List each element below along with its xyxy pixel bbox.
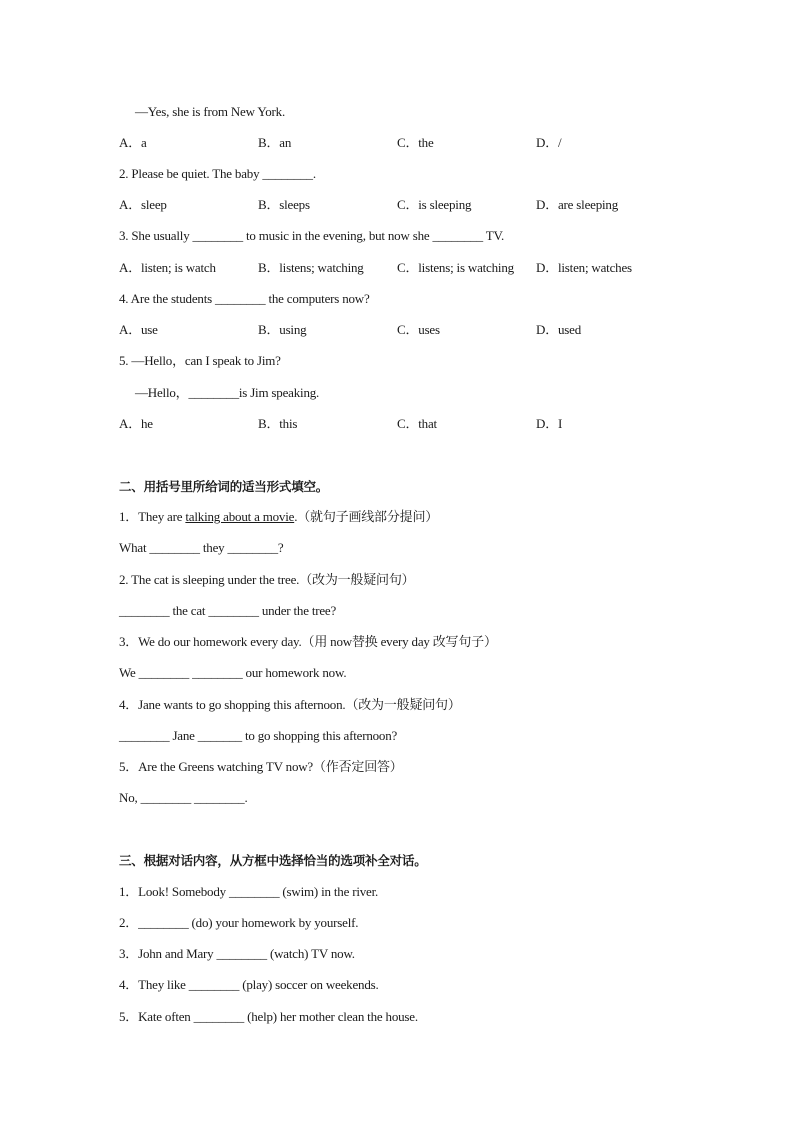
option-b: B．listens; watching [258, 260, 364, 275]
p2-question-4: 4．Jane wants to go shopping this afternoon.（改为一般疑问句） [119, 697, 461, 712]
q5-options [119, 416, 679, 432]
q1-options [119, 135, 679, 151]
q4-options [119, 322, 679, 338]
q2-options [119, 197, 679, 213]
option-d: D．used [536, 322, 582, 337]
p2-question-2: 2. The cat is sleeping under the tree.（改为一般疑问句） [119, 572, 415, 587]
question-5-reply: —Hello，________is Jim speaking. [135, 385, 320, 400]
option-c: C．is sleeping [397, 197, 472, 212]
question-2: 2. Please be quiet. The baby ________. [119, 166, 316, 181]
p2-answer-2: ________ the cat ________ under the tree? [119, 603, 337, 618]
p2-answer-1: What ________ they ________? [119, 540, 284, 555]
p2-answer-4: ________ Jane _______ to go shopping this afternoon? [119, 728, 398, 743]
question-3: 3. She usually ________ to music in the evening, but now she ________ TV. [119, 228, 505, 243]
option-c: C．the [397, 135, 434, 150]
option-a: A．he [119, 416, 153, 431]
option-b: B．this [258, 416, 298, 431]
q1-reply: —Yes, she is from New York. [135, 104, 286, 119]
question-4: 4. Are the students ________ the computers now? [119, 291, 370, 306]
question-instruction: .（就句子画线部分提问） [294, 509, 439, 524]
question-5: 5. —Hello，can I speak to Jim? [119, 353, 281, 368]
p2-question-3: 3．We do our homework every day.（用 now替换 every day 改写句子） [119, 634, 497, 649]
p3-question-2: 2．________ (do) your homework by yourself. [119, 915, 359, 930]
p3-question-1: 1．Look! Somebody ________ (swim) in the river. [119, 884, 379, 899]
option-a: A．listen; is watch [119, 260, 216, 275]
p2-answer-5: No, ________ ________. [119, 790, 248, 805]
section-2-heading: 二、用括号里所给词的适当形式填空。 [119, 479, 329, 494]
p2-question-1 [119, 509, 438, 525]
p3-question-4: 4．They like ________ (play) soccer on weekends. [119, 977, 379, 992]
option-b: B．using [258, 322, 307, 337]
option-b: B．an [258, 135, 292, 150]
p2-question-5: 5．Are the Greens watching TV now?（作否定回答） [119, 759, 403, 774]
option-d: D．I [536, 416, 563, 431]
underlined-phrase: talking about a movie [185, 509, 295, 524]
option-c: C．uses [397, 322, 440, 337]
q3-options [119, 260, 679, 276]
option-a: A．use [119, 322, 158, 337]
option-d: D．listen; watches [536, 260, 632, 275]
option-d: D．are sleeping [536, 197, 619, 212]
option-a: A．a [119, 135, 147, 150]
question-text: 1．They are [119, 509, 186, 524]
p3-question-3: 3．John and Mary ________ (watch) TV now. [119, 946, 355, 961]
section-3-heading: 三、根据对话内容，从方框中选择恰当的选项补全对话。 [119, 853, 427, 868]
p2-answer-3: We ________ ________ our homework now. [119, 665, 347, 680]
p3-question-5: 5．Kate often ________ (help) her mother clean the house. [119, 1009, 418, 1024]
option-c: C．listens; is watching [397, 260, 514, 275]
option-d: D．/ [536, 135, 562, 150]
option-b: B．sleeps [258, 197, 310, 212]
option-a: A．sleep [119, 197, 167, 212]
option-c: C．that [397, 416, 437, 431]
